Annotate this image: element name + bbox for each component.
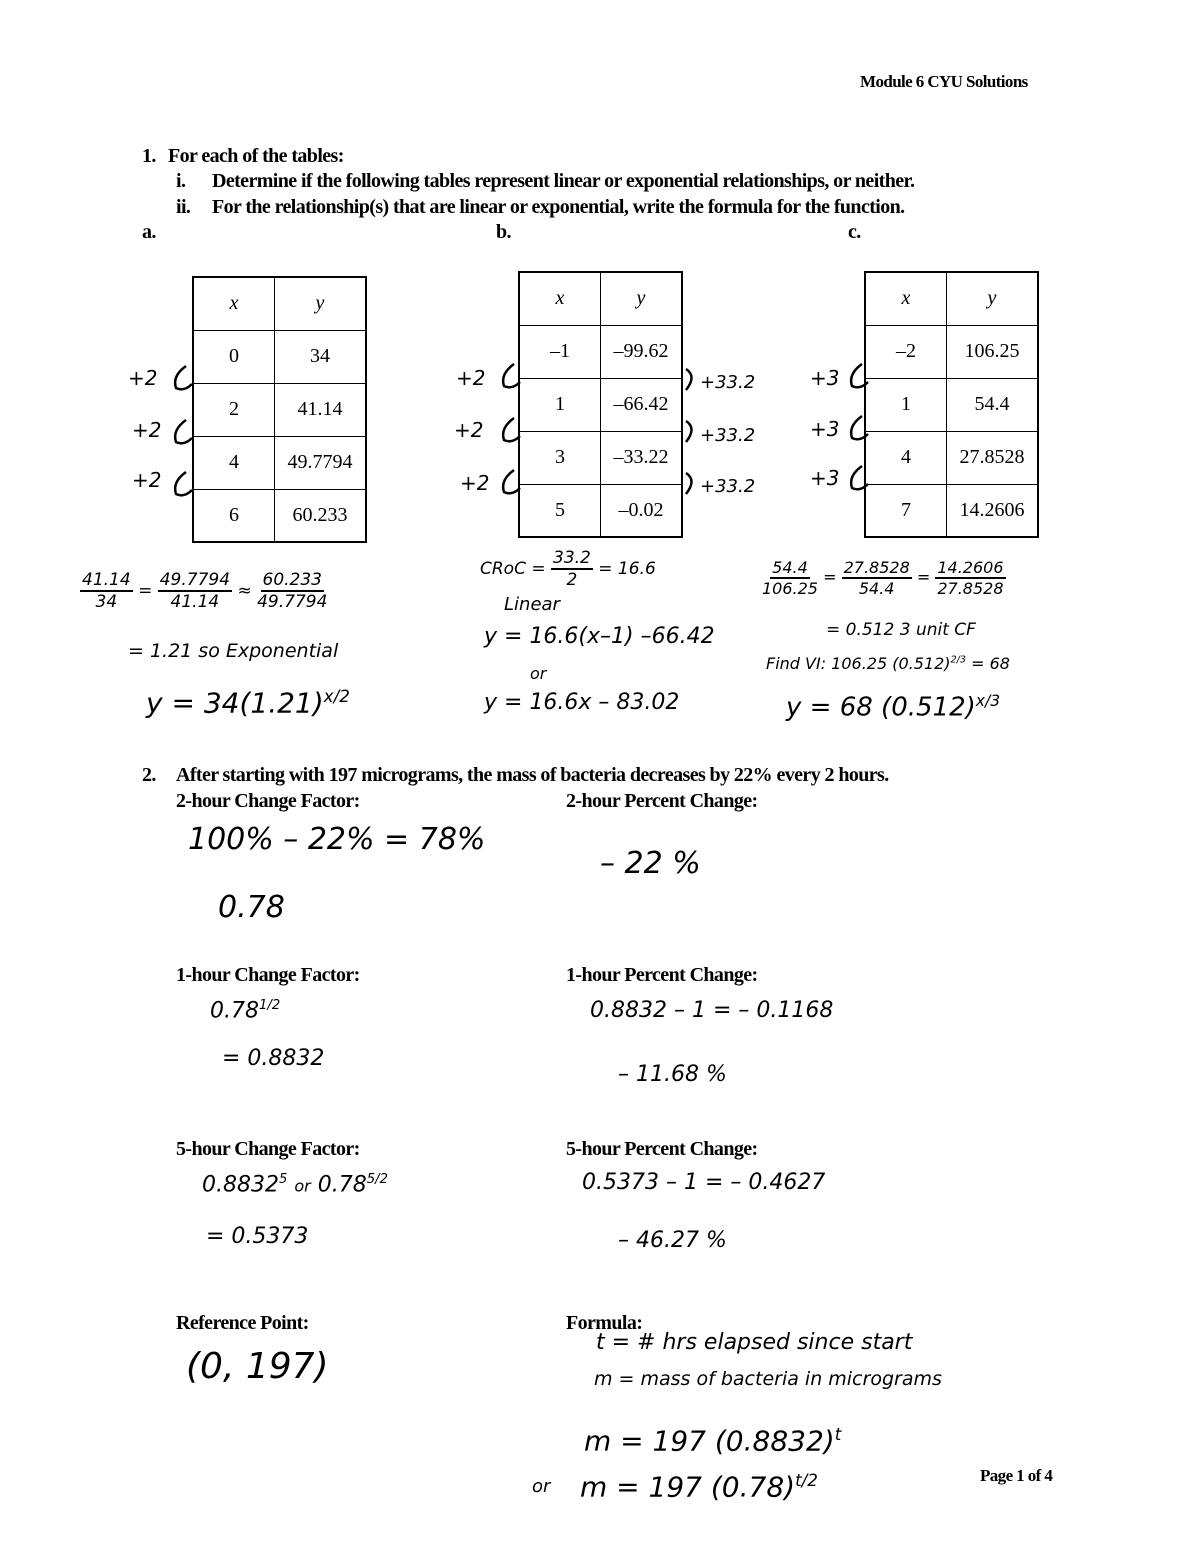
two-hour-pc-value: – 22 % [600, 846, 701, 881]
part-b-label: b. [496, 221, 511, 243]
part-c-initial-value: Find VI: 106.25 $(0.512)^{2/3} = 68$ [766, 654, 1010, 673]
table-cell: 106.25 [947, 325, 1039, 378]
table-cell: 14.2606 [947, 484, 1039, 537]
table-row [193, 436, 366, 489]
table-cell: 7 [865, 484, 947, 537]
page-number: Page 1 of 4 [980, 1466, 1053, 1485]
q1-sub-ii: For the relationship(s) that are linear or exponential, write the formula for the function. [212, 196, 905, 218]
part-b-or: or [530, 664, 547, 683]
five-hour-cf-value: = 0.5373 [206, 1224, 309, 1249]
part-a-conclusion: = 1.21 so Exponential [128, 640, 339, 662]
table-cell: 1 [865, 378, 947, 431]
table-c-header-y: y [947, 272, 1039, 325]
q2-prompt: After starting with 197 micrograms, the mass of bacteria decreases by 22% every 2 hours. [176, 764, 889, 786]
one-hour-pc-label: 1-hour Percent Change: [566, 964, 758, 986]
table-c [864, 271, 1039, 538]
table-row [865, 325, 1038, 378]
table-a-step-note: +2 [132, 418, 162, 442]
table-c-header-x: x [865, 272, 947, 325]
table-b-step-note: +2 [456, 366, 486, 390]
table-cell: 4 [865, 431, 947, 484]
five-hour-pc-label: 5-hour Percent Change: [566, 1138, 758, 1160]
table-a-step-note: +2 [132, 468, 162, 492]
table-cell: 41.14 [275, 383, 367, 436]
table-cell: –99.62 [601, 325, 683, 378]
one-hour-cf-work: $0.78^{1/2}$ [210, 998, 281, 1024]
reference-point-label: Reference Point: [176, 1312, 309, 1334]
q2-number: 2. [142, 764, 156, 786]
table-cell: 6 [193, 489, 275, 542]
part-c-conclusion: = 0.512 3 unit CF [826, 620, 976, 640]
table-b-diff-note: +33.2 [700, 372, 756, 393]
table-cell: 1 [519, 378, 601, 431]
table-b-header-x: x [519, 272, 601, 325]
part-b-conclusion: Linear [504, 594, 560, 615]
one-hour-pc-work: 0.8832 – 1 = – 0.1168 [590, 998, 834, 1023]
table-row [519, 484, 682, 537]
table-row [865, 378, 1038, 431]
table-cell: –2 [865, 325, 947, 378]
table-c-step-brackets [842, 360, 872, 500]
table-cell: 4 [193, 436, 275, 489]
table-cell: 2 [193, 383, 275, 436]
formula-2: m = 197 $(0.78)^{t/2}$ [580, 1470, 818, 1504]
table-row [865, 484, 1038, 537]
table-cell: 49.7794 [275, 436, 367, 489]
table-row [865, 431, 1038, 484]
table-b-header-y: y [601, 272, 683, 325]
definition-m: m = mass of bacteria in micrograms [594, 1368, 942, 1390]
table-cell: –33.22 [601, 431, 683, 484]
table-cell: –66.42 [601, 378, 683, 431]
table-a-header-y: y [275, 277, 367, 330]
table-a-step-note: +2 [128, 366, 158, 390]
table-a-step-brackets [166, 362, 196, 502]
two-hour-cf-value: 0.78 [218, 890, 285, 925]
table-c-step-note: +3 [810, 466, 840, 490]
table-cell: 27.8528 [947, 431, 1039, 484]
formula-1: m = 197 $(0.8832)^t$ [584, 1424, 842, 1458]
table-cell: 34 [275, 330, 367, 383]
one-hour-cf-label: 1-hour Change Factor: [176, 964, 360, 986]
table-row [519, 378, 682, 431]
table-cell: 3 [519, 431, 601, 484]
part-c-ratio-work: $\frac{54.4}{106.25}$ = $\frac{27.8528}{54.4}$ = $\frac{14.2606}{27.8528}$ [762, 558, 1004, 598]
table-row [519, 431, 682, 484]
part-b-formula-2: y = 16.6x – 83.02 [484, 690, 680, 715]
two-hour-cf-work: 100% – 22% = 78% [188, 822, 486, 857]
q1-prompt: For each of the tables: [168, 145, 344, 167]
table-row [193, 489, 366, 542]
five-hour-pc-value: – 46.27 % [618, 1228, 727, 1253]
five-hour-pc-work: 0.5373 – 1 = – 0.4627 [582, 1170, 826, 1195]
table-row [193, 330, 366, 383]
q1-sub-i-number: i. [176, 170, 186, 192]
part-b-formula-1: y = 16.6(x–1) –66.42 [484, 624, 715, 649]
part-b-croc: CRoC = $\frac{33.2}{2}$ = 16.6 [480, 548, 656, 590]
table-row [193, 383, 366, 436]
two-hour-cf-label: 2-hour Change Factor: [176, 790, 360, 812]
part-a-formula: $y = 34(1.21)^{x/2}$ [146, 686, 350, 720]
table-b-diff-note: +33.2 [700, 476, 756, 497]
q1-sub-i: Determine if the following tables represent linear or exponential relationships, or neither. [212, 170, 915, 192]
table-cell: 60.233 [275, 489, 367, 542]
table-b-step-note: +2 [454, 418, 484, 442]
table-a-header-x: x [193, 277, 275, 330]
table-b [518, 271, 683, 538]
part-c-label: c. [848, 221, 861, 243]
q1-number: 1. [142, 145, 156, 167]
one-hour-pc-value: – 11.68 % [618, 1062, 727, 1087]
one-hour-cf-value: = 0.8832 [222, 1046, 325, 1071]
table-b-step-brackets-left [494, 360, 524, 500]
table-cell: –1 [519, 325, 601, 378]
formula-or: or [532, 1476, 551, 1497]
table-cell: 5 [519, 484, 601, 537]
formula-label: Formula: [566, 1312, 643, 1334]
two-hour-pc-label: 2-hour Percent Change: [566, 790, 758, 812]
table-c-step-note: +3 [810, 417, 840, 441]
table-b-step-note: +2 [460, 471, 490, 495]
table-a [192, 276, 367, 543]
document-header: Module 6 CYU Solutions [860, 72, 1028, 91]
five-hour-cf-work: 0.8832$^5$ or $0.78^{5/2}$ [202, 1172, 388, 1198]
part-a-label: a. [142, 221, 156, 243]
table-row [519, 325, 682, 378]
part-c-formula: y = 68 $(0.512)^{x/3}$ [786, 692, 1001, 723]
q1-sub-ii-number: ii. [176, 196, 191, 218]
five-hour-cf-label: 5-hour Change Factor: [176, 1138, 360, 1160]
table-cell: 54.4 [947, 378, 1039, 431]
table-cell: 0 [193, 330, 275, 383]
definition-t: t = # hrs elapsed since start [596, 1330, 913, 1355]
part-a-ratio-work: $\frac{41.14}{34}$ = $\frac{49.7794}{41.14}$ ≈ $\frac{60.233}{49.7794}$ [82, 570, 328, 612]
table-cell: –0.02 [601, 484, 683, 537]
table-c-step-note: +3 [810, 366, 840, 390]
reference-point-value: (0, 197) [186, 1346, 329, 1387]
table-b-diff-note: +33.2 [700, 425, 756, 446]
